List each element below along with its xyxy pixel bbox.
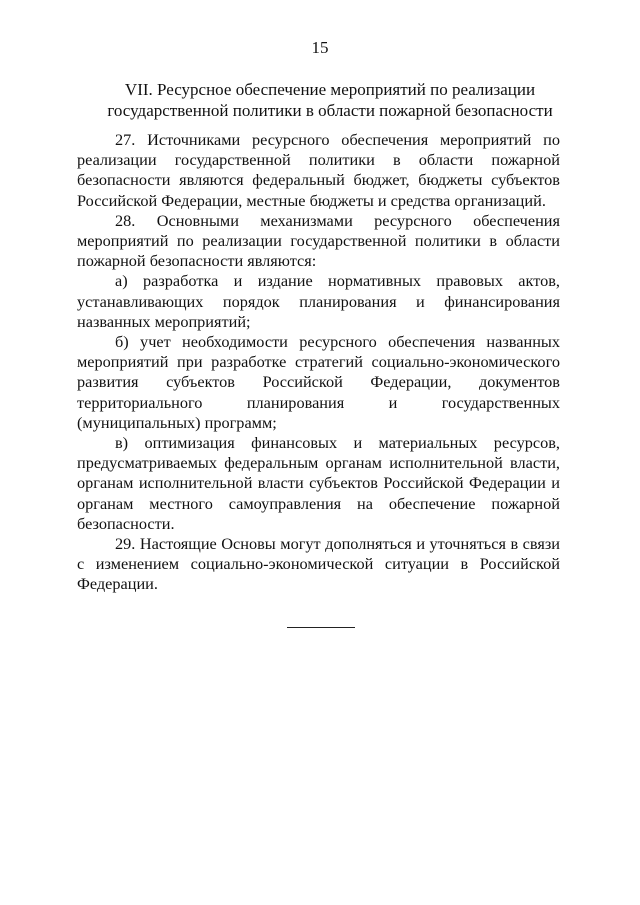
paragraph-28-item-c: в) оптимизация финансовых и материальных ресурсов, предусматриваемых федеральным органам исполнительной власти, органам исполнительной власти субъектов Российской Федерации и органам местного самоуправления на обеспечение пожарной безопасности. (77, 433, 560, 533)
paragraph-29: 29. Настоящие Основы могут дополняться и уточняться в связи с изменением социально-экономической ситуации в Российской Федерации. (77, 534, 560, 594)
section-body (77, 130, 560, 595)
section-heading-line-1: VII. Ресурсное обеспечение мероприятий по реализации (124, 80, 536, 99)
end-separator-line (287, 627, 355, 628)
section-heading-line-2: государственной политики в области пожарной безопасности (107, 101, 553, 120)
paragraph-28-item-a: а) разработка и издание нормативных правовых актов, устанавливающих порядок планирования и финансирования названных мероприятий; (77, 271, 560, 331)
paragraph-28-item-b: б) учет необходимости ресурсного обеспечения названных мероприятий при разработке стратегий социально-экономического развития субъектов Российской Федерации, документов территориального планирования и государственных (муниципальных) программ; (77, 332, 560, 432)
section-heading (70, 79, 590, 121)
paragraph-28: 28. Основными механизмами ресурсного обеспечения мероприятий по реализации государственной политики в области пожарной безопасности являются: (77, 210, 560, 271)
paragraph-27: 27. Источниками ресурсного обеспечения мероприятий по реализации государственной политики в области пожарной безопасности являются федеральный бюджет, бюджеты субъектов Российской Федерации, местные бюджеты и средства организаций. (77, 130, 560, 210)
page-number: 15 (311, 38, 329, 57)
